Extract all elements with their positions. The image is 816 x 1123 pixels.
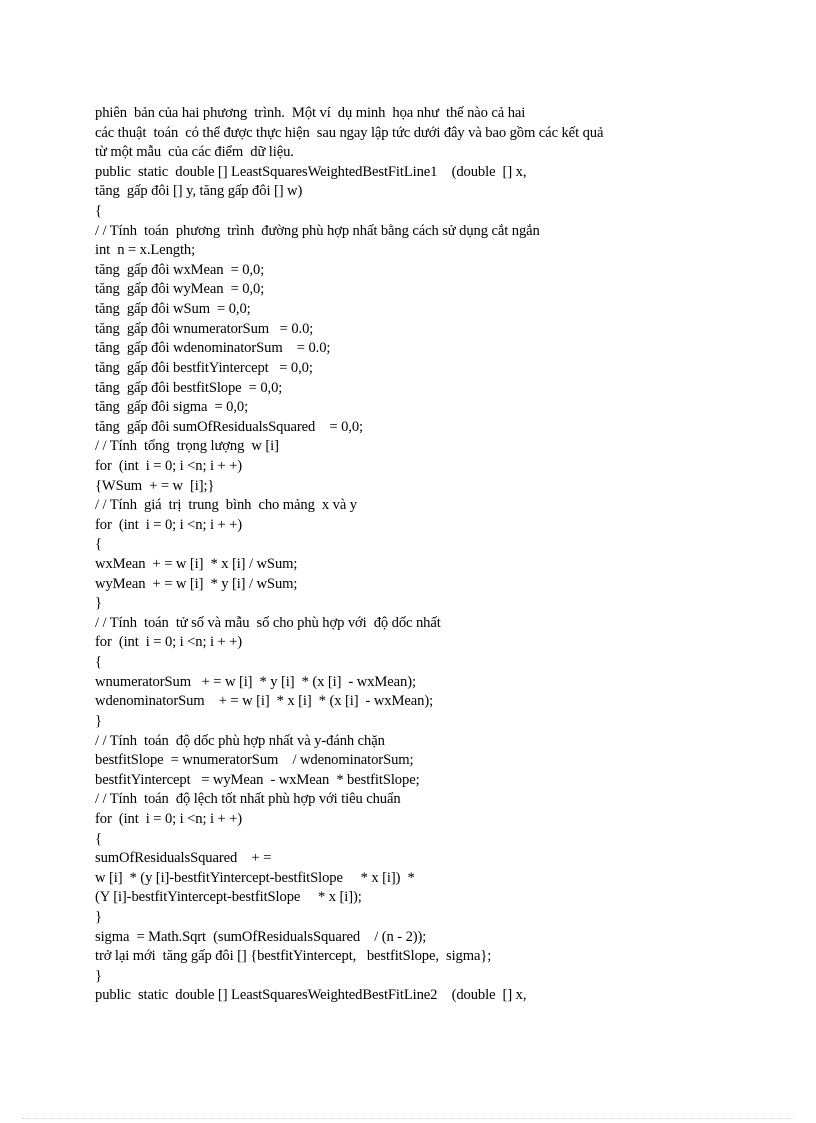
text-line: { xyxy=(95,830,102,847)
text-line: phiên bản của hai phương trình. Một ví dụ minh họa như thế nào cả hai xyxy=(95,105,526,121)
text-line: wxMean + = w [i] * x [i] / wSum; xyxy=(95,556,298,573)
text-line: w [i] * (y [i]-bestfitYintercept-bestfitSlope * x [i]) * xyxy=(95,869,415,886)
text-line: for (int i = 0; i <n; i + +) xyxy=(95,810,243,827)
text-line: / / Tính toán độ dốc phù hợp nhất và y-đánh chặn xyxy=(95,732,385,749)
text-line: sumOfResidualsSquared + = xyxy=(95,850,272,867)
text-line: } xyxy=(95,967,102,984)
text-line: các thuật toán có thể được thực hiện sau ngay lập tức dưới đây và bao gồm các kết quả xyxy=(95,124,604,141)
text-line: for (int i = 0; i <n; i + +) xyxy=(95,634,243,651)
text-line: / / Tính toán phương trình đường phù hợp nhất bằng cách sử dụng cắt ngắn xyxy=(95,222,540,239)
text-line: sigma = Math.Sqrt (sumOfResidualsSquared / (n - 2)); xyxy=(95,928,427,945)
text-line: tăng gấp đôi wdenominatorSum = 0.0; xyxy=(95,340,331,357)
text-line: tăng gấp đôi [] y, tăng gấp đôi [] w) xyxy=(95,183,303,200)
text-line: public static double [] LeastSquaresWeightedBestFitLine2 (double [] x, xyxy=(95,987,527,1004)
text-line: tăng gấp đôi wyMean = 0,0; xyxy=(95,281,265,298)
text-line: int n = x.Length; xyxy=(95,242,196,259)
text-line: bestfitSlope = wnumeratorSum / wdenominatorSum; xyxy=(95,752,414,769)
document-body xyxy=(95,104,775,1006)
text-line: bestfitYintercept = wyMean - wxMean * bestfitSlope; xyxy=(95,771,420,788)
text-line: wdenominatorSum + = w [i] * x [i] * (x [i] - wxMean); xyxy=(95,693,434,710)
text-line: / / Tính giá trị trung bình cho mảng x và y xyxy=(95,497,357,514)
text-line: / / Tính toán độ lệch tốt nhất phù hợp với tiêu chuẩn xyxy=(95,791,401,808)
text-line: {WSum + = w [i];} xyxy=(95,477,215,494)
text-line: } xyxy=(95,595,102,612)
text-line: tăng gấp đôi bestfitSlope = 0,0; xyxy=(95,379,283,396)
text-line: { xyxy=(95,654,102,671)
text-line: tăng gấp đôi sumOfResidualsSquared = 0,0; xyxy=(95,418,364,435)
text-line: for (int i = 0; i <n; i + +) xyxy=(95,457,243,474)
text-line: public static double [] LeastSquaresWeightedBestFitLine1 (double [] x, xyxy=(95,163,527,180)
text-line: tăng gấp đôi wSum = 0,0; xyxy=(95,301,251,318)
text-line: từ một mẫu của các điểm dữ liệu. xyxy=(95,144,294,161)
text-line: wnumeratorSum + = w [i] * y [i] * (x [i] - wxMean); xyxy=(95,673,416,690)
page-bottom-divider xyxy=(22,1118,794,1119)
text-line: (Y [i]-bestfitYintercept-bestfitSlope * x [i]); xyxy=(95,889,362,906)
text-line: tăng gấp đôi sigma = 0,0; xyxy=(95,399,249,416)
text-line: { xyxy=(95,203,102,220)
text-line: tăng gấp đôi wxMean = 0,0; xyxy=(95,261,265,278)
text-line: / / Tính toán tử số và mẫu số cho phù hợp với độ dốc nhất xyxy=(95,614,441,631)
text-line: tăng gấp đôi wnumeratorSum = 0.0; xyxy=(95,320,314,337)
text-line: } xyxy=(95,908,102,925)
text-line: tăng gấp đôi bestfitYintercept = 0,0; xyxy=(95,359,313,376)
text-line: for (int i = 0; i <n; i + +) xyxy=(95,516,243,533)
text-line: wyMean + = w [i] * y [i] / wSum; xyxy=(95,575,298,592)
text-line: } xyxy=(95,712,102,729)
text-line: { xyxy=(95,536,102,553)
text-line: trở lại mới tăng gấp đôi [] {bestfitYintercept, bestfitSlope, sigma}; xyxy=(95,948,492,965)
text-line: / / Tính tổng trọng lượng w [i] xyxy=(95,438,279,455)
